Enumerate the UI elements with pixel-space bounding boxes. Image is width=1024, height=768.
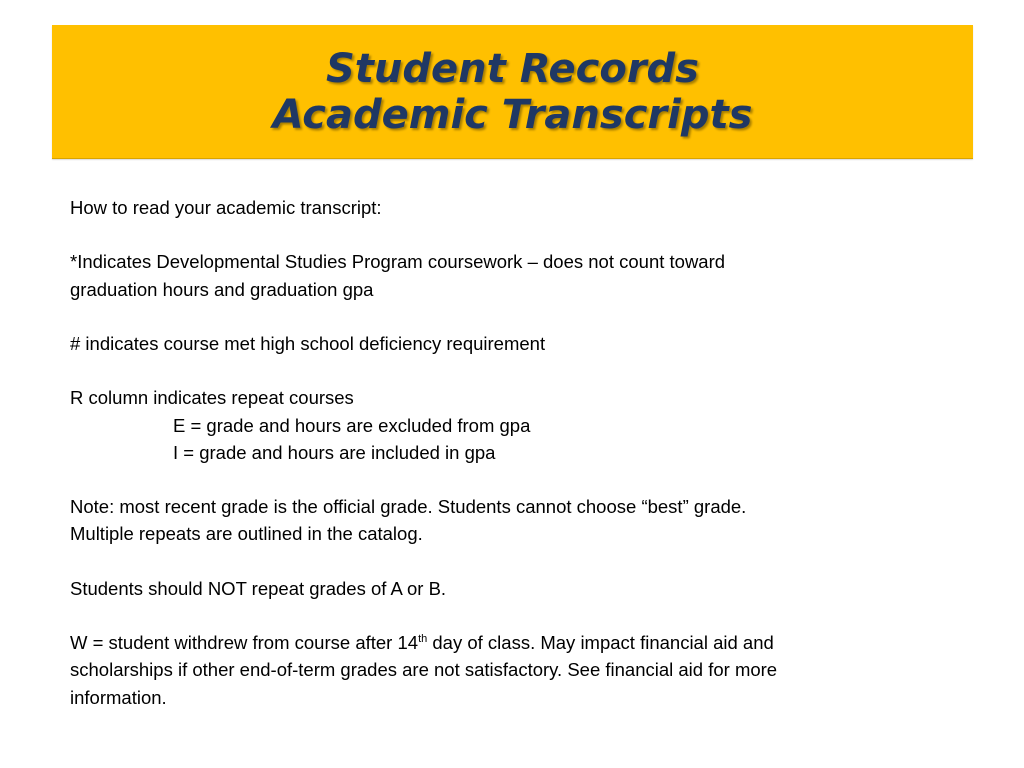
repeat-column-note: R column indicates repeat courses	[70, 387, 354, 409]
spacer	[70, 221, 950, 248]
spacer	[70, 602, 950, 629]
spacer	[70, 357, 950, 384]
body-text	[70, 194, 950, 711]
spacer	[70, 466, 950, 493]
no-repeat-note: Students should NOT repeat grades of A or B.	[70, 577, 447, 599]
title-banner	[52, 25, 973, 159]
official-grade-note-line-1: Note: most recent grade is the official grade. Students cannot choose “best” grade.	[70, 496, 747, 518]
withdrawal-note-post: day of class. May impact financial aid and	[427, 632, 774, 654]
withdrawal-note-pre: W = student withdrew from course after 14	[70, 632, 419, 654]
hash-note: # indicates course met high school deficiency requirement	[70, 332, 546, 354]
developmental-note-line-1: *Indicates Developmental Studies Program coursework – does not count toward	[70, 251, 726, 273]
withdrawal-note-line-1	[70, 629, 950, 656]
spacer	[70, 303, 950, 330]
official-grade-note-line-2: Multiple repeats are outlined in the catalog.	[70, 523, 423, 545]
included-note: I = grade and hours are included in gpa	[173, 441, 496, 463]
withdrawal-note-line-2: scholarships if other end-of-term grades are not satisfactory. See financial aid for more	[70, 659, 778, 681]
developmental-note-line-2: graduation hours and graduation gpa	[70, 278, 374, 300]
intro-text: How to read your academic transcript:	[70, 197, 382, 218]
ordinal-suffix: th	[418, 633, 428, 645]
title-line-1: Student Records	[326, 45, 699, 92]
title-line-2: Academic Transcripts	[272, 91, 753, 138]
withdrawal-note-line-3: information.	[70, 686, 167, 708]
spacer	[70, 548, 950, 575]
excluded-note: E = grade and hours are excluded from gpa	[173, 414, 531, 436]
